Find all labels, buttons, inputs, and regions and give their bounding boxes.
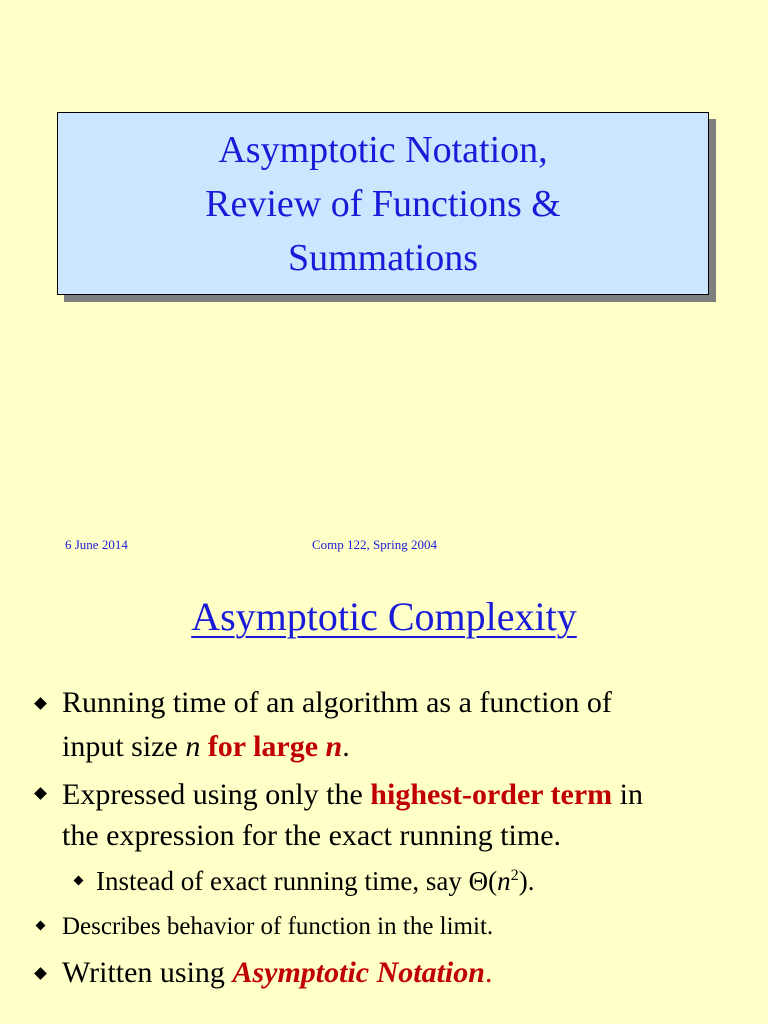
title-line-3: Summations: [287, 236, 479, 279]
sub-bullet-diamond-icon: [74, 876, 84, 886]
footer-course: Comp 122, Spring 2004: [312, 537, 437, 552]
bullet-2-line-2: the expression for the exact running time.: [62, 819, 562, 852]
bullet-diamond-icon: [34, 967, 47, 980]
bullet-diamond-icon: [34, 697, 47, 710]
bullet-4-text: Written using Asymptotic Notation.: [62, 956, 493, 989]
title-line-2: Review of Functions &: [205, 182, 561, 225]
bullet-diamond-icon: [36, 921, 46, 931]
bullet-diamond-icon: [34, 787, 47, 800]
footer-date: 6 June 2014: [65, 537, 128, 552]
bullet-1-line-1: Running time of an algorithm as a function of: [62, 686, 612, 719]
title-box: [57, 112, 709, 295]
slide-title: Asymptotic Complexity: [191, 594, 577, 639]
bullet-3-text: Describes behavior of function in the limit.: [62, 913, 494, 940]
bullet-2-line-1: Expressed using only the highest-order term in: [62, 778, 644, 811]
bullet-1-line-2: input size n for large n.: [62, 730, 350, 763]
title-line-1: Asymptotic Notation,: [218, 128, 548, 171]
sub-bullet-text: Instead of exact running time, say $\Theta(n^2)$.: [96, 866, 535, 896]
